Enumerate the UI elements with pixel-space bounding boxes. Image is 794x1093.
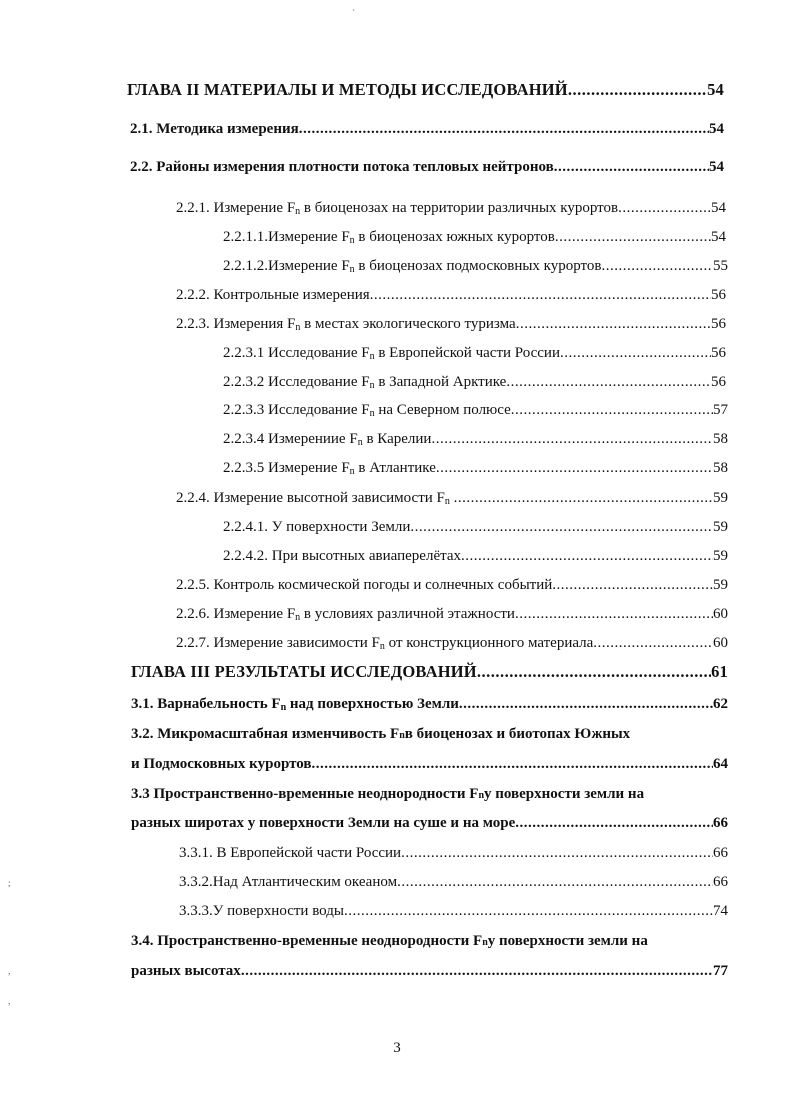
toc-leader-dots: [554, 157, 709, 177]
toc-entry-3-3-2: [179, 872, 728, 892]
toc-entry-2-2-3: [176, 314, 726, 334]
toc-entry-label: разных высотах: [131, 963, 241, 979]
toc-entry-label: 2.2.6. Измерение $F_n$ в условиях различной этажности: [176, 606, 515, 623]
toc-entry-label: 2.1. Методика измерения: [130, 121, 299, 137]
toc-entry-3-2: [131, 754, 728, 774]
toc-leader-dots: [311, 754, 713, 774]
toc-entry-3-3-1: [179, 843, 728, 863]
toc-entry-3-4: [131, 961, 728, 981]
toc-leader-dots: [459, 694, 713, 714]
toc-entry-label: 2.2.2. Контрольные измерения: [176, 287, 370, 303]
scan-speck: ,: [8, 996, 11, 1006]
toc-entry-label: разных широтах у поверхности Земли на суше и на море: [131, 815, 516, 831]
toc-entry-page: 57: [713, 402, 728, 418]
toc-entry-2-2-7: [176, 633, 728, 653]
toc-leader-dots: [506, 372, 711, 392]
toc-entry-2-2-3-5: [223, 458, 728, 478]
toc-entry-label: 2.2. Районы измерения плотности потока тепловых нейтронов: [130, 159, 554, 175]
toc-entry-page: 59: [713, 577, 728, 593]
toc-entry-page: 55: [713, 258, 728, 274]
toc-entry-page: 54: [707, 80, 724, 99]
toc-leader-dots: [555, 227, 711, 247]
toc-entry-page: 62: [713, 696, 728, 712]
toc-entry-label: 2.2.3.4 Измерениие $F_n$ в Карелии: [223, 431, 432, 448]
toc-entry-2-2-3-2: [223, 372, 726, 392]
toc-entry-2-2: [130, 157, 724, 177]
toc-entry-2-2-6: [176, 604, 728, 624]
toc-entry-label: 2.2.3.1 Исследование $F_n$ в Европейской части России: [223, 345, 560, 362]
toc-entry-3-1: [131, 694, 728, 714]
toc-entry-label: 2.2.4.1. У поверхности Земли: [223, 519, 411, 535]
toc-entry-page: 59: [713, 548, 728, 564]
toc-entry-label: 3.3.1. В Европейской части России: [179, 845, 402, 861]
toc-entry-page: 60: [713, 606, 728, 622]
toc-leader-dots: [431, 429, 713, 449]
toc-leader-dots: [401, 843, 713, 863]
toc-leader-dots: [241, 961, 713, 981]
toc-entry-label: 2.2.3.3 Исследование $F_n$ на Северном полюсе: [223, 402, 511, 419]
toc-entry-page: 64: [713, 756, 728, 772]
toc-entry-label: ГЛАВА III РЕЗУЛЬТАТЫ ИССЛЕДОВАНИЙ: [131, 662, 477, 681]
toc-entry-page: 77: [713, 963, 728, 979]
toc-entry-label: 2.2.4. Измерение высотной зависимости $F_n$: [176, 490, 450, 507]
toc-entry-page: 59: [713, 490, 728, 506]
toc-entry-2-2-4: [176, 488, 728, 508]
toc-entry-label: ГЛАВА II МАТЕРИАЛЫ И МЕТОДЫ ИССЛЕДОВАНИЙ: [127, 80, 568, 99]
toc-leader-dots: [560, 343, 711, 363]
toc-entry-2-1: [130, 119, 724, 139]
toc-entry-2-2-2: [176, 285, 726, 305]
toc-entry-2-2-4-2: [223, 546, 728, 566]
toc-entry-page: 54: [711, 200, 726, 216]
toc-leader-dots: [436, 458, 713, 478]
toc-entry-chapter-3: [131, 662, 728, 682]
toc-entry-2-2-1-2: [223, 256, 728, 276]
toc-leader-dots: [397, 872, 713, 892]
toc-entry-label: 2.2.3.2 Исследование $F_n$ в Западной Арктике: [223, 374, 507, 391]
toc-leader-dots: [593, 633, 713, 653]
toc-entry-2-2-1-1: [223, 227, 726, 247]
toc-entry-page: 58: [713, 460, 728, 476]
scan-speck: ;: [8, 878, 11, 888]
toc-entry-page: 66: [713, 815, 728, 831]
toc-entry-label: 3.3.2.Над Атлантическим океаном: [179, 874, 398, 890]
toc-entry-page: 54: [709, 121, 724, 137]
toc-entry-3-3-line1: 3.3 Пространственно-временные неоднородности F n у поверхности земли на: [131, 786, 645, 802]
toc-entry-2-2-3-4: [223, 429, 728, 449]
toc-leader-dots: [568, 80, 707, 100]
toc-entry-3-2-line1: 3.2. Микромасштабная изменчивость F n в биоценозах и биотопах Южных: [131, 726, 631, 742]
toc-entry-3-3-3: [179, 901, 728, 921]
toc-entry-2-2-4-1: [223, 517, 728, 537]
toc-entry-page: 56: [711, 374, 726, 390]
toc-entry-page: 60: [713, 635, 728, 651]
toc-entry-3-3: [131, 813, 728, 833]
toc-entry-3-4-line1: 3.4. Пространственно-временные неоднородности F n у поверхности земли на: [131, 933, 648, 949]
toc-entry-page: 54: [711, 229, 726, 245]
toc-entry-page: 66: [713, 845, 728, 861]
toc-entry-label: 3.3.3.У поверхности воды: [179, 903, 344, 919]
toc-leader-dots: [461, 546, 713, 566]
toc-leader-dots: [454, 488, 713, 508]
toc-leader-dots: [344, 901, 713, 921]
toc-entry-2-2-3-1: [223, 343, 726, 363]
toc-leader-dots: [515, 813, 713, 833]
toc-entry-chapter-2: [127, 80, 724, 100]
toc-entry-label: 2.2.1. Измерение $F_n$ в биоценозах на территории различных курортов: [176, 200, 619, 217]
toc-entry-label: 2.2.3.5 Измерение $F_n$ в Атлантике: [223, 460, 436, 477]
toc-leader-dots: [370, 285, 711, 305]
toc-leader-dots: [552, 575, 713, 595]
toc-entry-page: 54: [709, 159, 724, 175]
toc-entry-page: 61: [711, 662, 728, 681]
toc-entry-page: 56: [711, 287, 726, 303]
scan-speck: ,: [8, 966, 11, 976]
toc-entry-label: 2.2.1.1.Измерение $F_n$ в биоценозах южных курортов: [223, 229, 555, 246]
toc-leader-dots: [410, 517, 713, 537]
toc-entry-page: 58: [713, 431, 728, 447]
toc-entry-label: 2.2.5. Контроль космической погоды и солнечных событий: [176, 577, 553, 593]
scan-speck: `: [352, 8, 355, 18]
toc-entry-label: 2.2.4.2. При высотных авиаперелётах: [223, 548, 462, 564]
toc-entry-page: 56: [711, 345, 726, 361]
toc-leader-dots: [618, 198, 711, 218]
toc-leader-dots: [477, 662, 711, 682]
toc-entry-label: 3.1. Варнабельность $F_n$ над поверхностью Земли: [131, 696, 459, 713]
toc-leader-dots: [299, 119, 709, 139]
toc-entry-page: 59: [713, 519, 728, 535]
toc-entry-label: 2.2.1.2.Измерение $F_n$ в биоценозах подмосковных курортов: [223, 258, 602, 275]
toc-leader-dots: [516, 314, 711, 334]
toc-entry-label: 2.2.3. Измерения $F_n$ в местах экологического туризма: [176, 316, 516, 333]
toc-leader-dots: [515, 604, 713, 624]
toc-entry-2-2-1: [176, 198, 726, 218]
toc-entry-2-2-5: [176, 575, 728, 595]
toc-entry-page: 74: [713, 903, 728, 919]
page-number: 3: [393, 1040, 401, 1056]
toc-entry-page: 66: [713, 874, 728, 890]
toc-entry-label: и Подмосковных курортов: [131, 756, 312, 772]
toc-entry-2-2-3-3: [223, 400, 728, 420]
toc-entry-label: 2.2.7. Измерение зависимости $F_n$ от конструкционного материала: [176, 635, 594, 652]
toc-leader-dots: [602, 256, 714, 276]
toc-leader-dots: [511, 400, 713, 420]
toc-entry-page: 56: [711, 316, 726, 332]
